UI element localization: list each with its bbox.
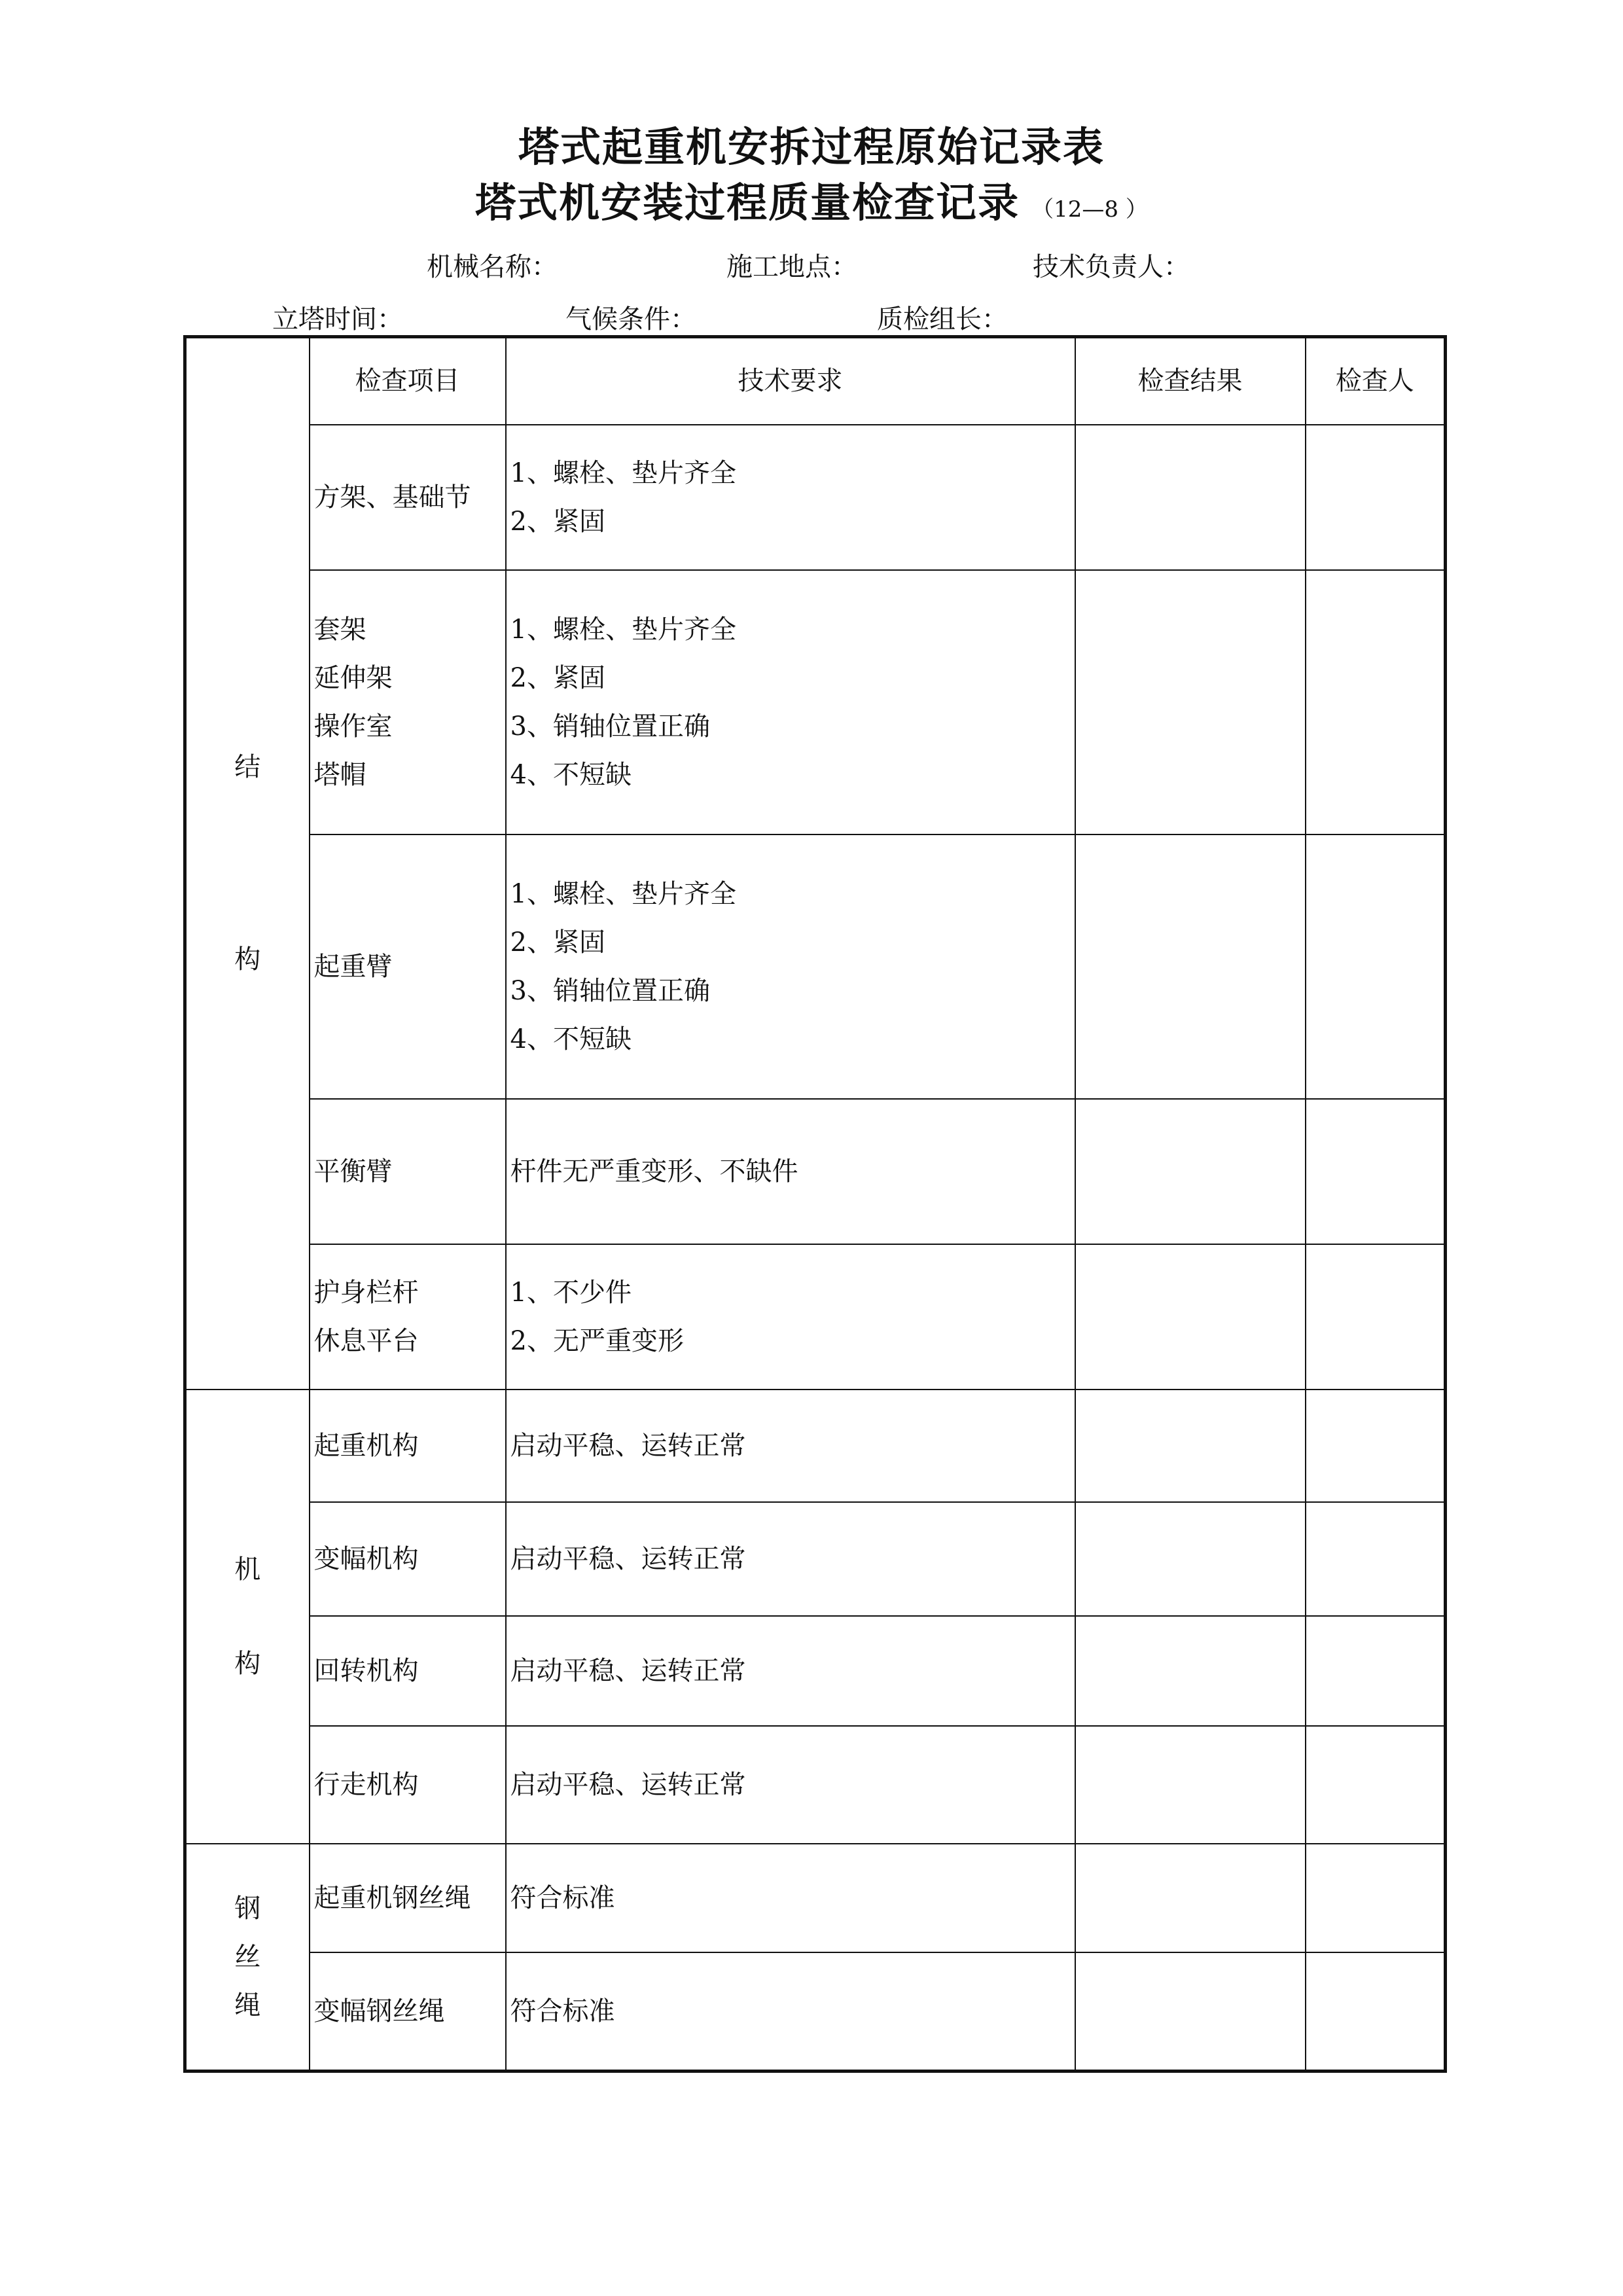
header-result: 检查结果: [1075, 337, 1306, 425]
item-cell: [310, 1244, 506, 1390]
header-item: 检查项目: [310, 337, 506, 425]
item-cell: [310, 1099, 506, 1244]
requirement-text: 2、紧固: [510, 662, 605, 693]
item-cell: [310, 1390, 506, 1502]
item-text: 平衡臂: [313, 1156, 393, 1187]
item-cell: [310, 1502, 506, 1616]
requirement-cell: [506, 1390, 1075, 1502]
requirement-text: 1、不少件: [510, 1277, 632, 1308]
table-row: [185, 1244, 1446, 1390]
requirement-text: 杆件无严重变形、不缺件: [510, 1156, 798, 1187]
table-row: [185, 1844, 1446, 1952]
inspector-cell[interactable]: [1306, 834, 1446, 1099]
erect-time-label: 立塔时间：: [272, 304, 403, 334]
requirement-cell: [506, 834, 1075, 1099]
page-subtitle: [0, 170, 1623, 228]
item-text: 操作室: [313, 711, 393, 742]
requirement-text: 2、无严重变形: [510, 1325, 684, 1356]
tech-lead-label: 技术负责人：: [1033, 252, 1190, 282]
table-row: [185, 1616, 1446, 1726]
inspector-cell[interactable]: [1306, 1726, 1446, 1844]
header-row: [185, 337, 1446, 425]
requirement-cell: [506, 1952, 1075, 2072]
table-row: [185, 570, 1446, 834]
table-row: [185, 1952, 1446, 2072]
result-cell[interactable]: [1075, 1844, 1306, 1952]
result-cell[interactable]: [1075, 425, 1306, 570]
item-text: 塔帽: [313, 759, 366, 790]
item-cell: [310, 1616, 506, 1726]
item-text: 休息平台: [313, 1325, 419, 1356]
item-text: 起重机钢丝绳: [313, 1882, 471, 1913]
page-title: 塔式起重机安拆过程原始记录表: [518, 123, 1105, 171]
section-structure-char: 结: [234, 752, 261, 783]
inspector-cell[interactable]: [1306, 1244, 1446, 1390]
table-row: [185, 834, 1446, 1099]
requirement-cell: [506, 1844, 1075, 1952]
inspector-cell[interactable]: [1306, 1844, 1446, 1952]
requirement-text: 符合标准: [510, 1996, 615, 2026]
site-label: 施工地点：: [726, 252, 857, 282]
requirement-text: 4、不短缺: [510, 1024, 632, 1054]
requirement-text: 1、螺栓、垫片齐全: [510, 878, 736, 909]
requirement-text: 符合标准: [510, 1882, 615, 1913]
item-text: 方架、基础节: [313, 482, 471, 512]
result-cell[interactable]: [1075, 1099, 1306, 1244]
requirement-cell: [506, 425, 1075, 570]
section-rope-char: 钢: [234, 1893, 261, 1924]
item-text: 行走机构: [313, 1769, 419, 1800]
requirement-cell: [506, 1099, 1075, 1244]
weather-label: 气候条件：: [565, 304, 696, 334]
requirement-text: 1、螺栓、垫片齐全: [510, 614, 736, 645]
section-mechanism: [185, 1390, 310, 1844]
requirement-text: 2、紧固: [510, 927, 605, 958]
section-mechanism-char: 构: [234, 1648, 261, 1679]
header-inspector: 检查人: [1306, 337, 1446, 425]
item-text: 变幅机构: [313, 1543, 419, 1574]
item-text: 变幅钢丝绳: [313, 1996, 445, 2026]
table-row: [185, 1726, 1446, 1844]
inspector-cell[interactable]: [1306, 1952, 1446, 2072]
item-cell: [310, 834, 506, 1099]
requirement-text: 1、螺栓、垫片齐全: [510, 457, 736, 488]
inspector-cell[interactable]: [1306, 1616, 1446, 1726]
requirement-text: 3、销轴位置正确: [510, 975, 710, 1006]
item-text: 起重臂: [313, 951, 393, 982]
table-row: [185, 1502, 1446, 1616]
subtitle-text: 塔式机安装过程质量检查记录: [475, 179, 1020, 226]
inspector-cell[interactable]: [1306, 1099, 1446, 1244]
section-wire-rope: [185, 1844, 310, 2072]
requirement-cell: [506, 1726, 1075, 1844]
result-cell[interactable]: [1075, 834, 1306, 1099]
requirement-cell: [506, 570, 1075, 834]
result-cell[interactable]: [1075, 1390, 1306, 1502]
requirement-cell: [506, 1502, 1075, 1616]
result-cell[interactable]: [1075, 1244, 1306, 1390]
requirement-text: 启动平稳、运转正常: [510, 1430, 746, 1461]
inspector-cell[interactable]: [1306, 1390, 1446, 1502]
result-cell[interactable]: [1075, 1726, 1306, 1844]
item-cell: [310, 1726, 506, 1844]
inspector-cell[interactable]: [1306, 570, 1446, 834]
requirement-cell: [506, 1244, 1075, 1390]
table-row: [185, 425, 1446, 570]
item-text: 延伸架: [313, 662, 393, 693]
requirement-text: 4、不短缺: [510, 759, 632, 790]
section-mechanism-char: 机: [234, 1554, 261, 1585]
requirement-text: 3、销轴位置正确: [510, 711, 710, 742]
section-structure: [185, 337, 310, 1390]
table-row: [185, 1099, 1446, 1244]
requirement-cell: [506, 1616, 1075, 1726]
item-cell: [310, 425, 506, 570]
item-cell: [310, 1952, 506, 2072]
requirement-text: 2、紧固: [510, 506, 605, 537]
table-row: [185, 1390, 1446, 1502]
item-text: 护身栏杆: [313, 1277, 419, 1308]
item-cell: [310, 570, 506, 834]
result-cell[interactable]: [1075, 1952, 1306, 2072]
section-rope-char: 丝: [234, 1941, 261, 1972]
result-cell[interactable]: [1075, 570, 1306, 834]
inspection-table: [183, 335, 1447, 2073]
item-text: 套架: [313, 614, 366, 645]
item-text: 起重机构: [313, 1430, 419, 1461]
result-cell[interactable]: [1075, 1502, 1306, 1616]
result-cell[interactable]: [1075, 1616, 1306, 1726]
requirement-text: 启动平稳、运转正常: [510, 1655, 746, 1686]
machine-name-label: 机械名称：: [427, 252, 558, 282]
requirement-text: 启动平稳、运转正常: [510, 1543, 746, 1574]
inspector-cell[interactable]: [1306, 1502, 1446, 1616]
inspector-cell[interactable]: [1306, 425, 1446, 570]
section-structure-char: 构: [234, 944, 261, 975]
item-text: 回转机构: [313, 1655, 419, 1686]
requirement-text: 启动平稳、运转正常: [510, 1769, 746, 1800]
section-rope-char: 绳: [234, 1990, 261, 2020]
item-cell: [310, 1844, 506, 1952]
qc-leader-label: 质检组长：: [877, 304, 1008, 334]
header-requirement: 技术要求: [506, 337, 1075, 425]
form-code: （12—8 ）: [1031, 196, 1148, 223]
